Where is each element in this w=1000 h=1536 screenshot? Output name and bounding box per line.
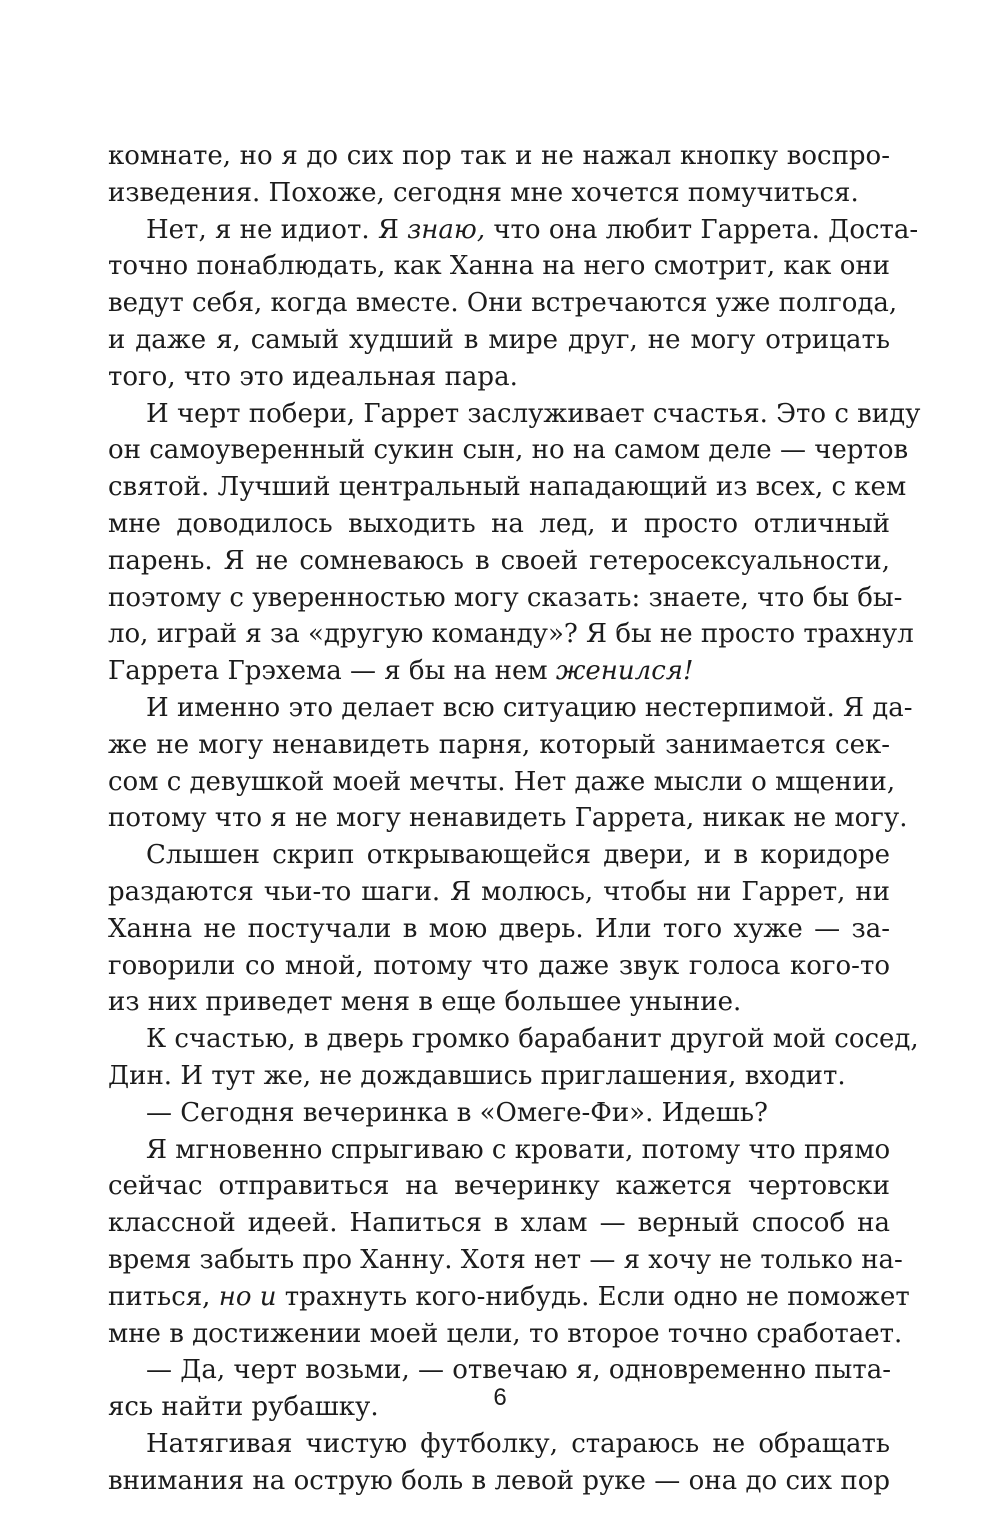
text-segment: мне доводилось выходить на лед, и просто отличный bbox=[108, 508, 890, 539]
text-line bbox=[108, 1168, 890, 1205]
text-segment: изведения. Похоже, сегодня мне хочется помучиться. bbox=[108, 177, 859, 208]
italic-text: знаю, bbox=[407, 214, 486, 245]
italic-text: но и bbox=[218, 1281, 277, 1312]
text-segment: внимания на острую боль в левой руке — она до сих пор bbox=[108, 1465, 890, 1496]
text-segment: И черт побери, Гаррет заслуживает счастья. Это с виду bbox=[146, 398, 921, 429]
text-segment: он самоуверенный сукин сын, но на самом деле — чертов bbox=[108, 435, 909, 466]
text-line bbox=[108, 1132, 890, 1169]
text-segment: раздаются чьи-то шаги. Я молюсь, чтобы ни Гаррет, ни bbox=[108, 876, 890, 907]
page-number: 6 bbox=[493, 1384, 507, 1411]
text-segment: — Сегодня вечеринка в «Омеге-Фи». Идешь? bbox=[146, 1097, 768, 1128]
text-segment: сом с девушкой моей мечты. Нет даже мысли о мщении, bbox=[108, 766, 896, 797]
text-line bbox=[108, 469, 907, 506]
text-segment: ло, играй я за «другую команду»? Я бы не просто трахнул bbox=[108, 619, 914, 650]
text-segment: Слышен скрип открывающейся двери, и в коридоре bbox=[146, 840, 890, 871]
text-line bbox=[108, 1021, 919, 1058]
text-line bbox=[108, 359, 890, 396]
text-line bbox=[108, 543, 890, 580]
text-line bbox=[108, 911, 890, 948]
text-line bbox=[108, 764, 896, 801]
text-line bbox=[108, 1316, 903, 1353]
text-segment: трахнуть кого-нибудь. Если одно не поможет bbox=[276, 1281, 910, 1312]
text-segment: Гаррета Грэхема — я бы на нем bbox=[108, 656, 556, 687]
text-line bbox=[108, 1205, 890, 1242]
text-line bbox=[108, 727, 890, 764]
text-line bbox=[108, 616, 914, 653]
text-segment: святой. Лучший центральный нападающий из всех, с кем bbox=[108, 472, 907, 503]
text-line bbox=[108, 837, 890, 874]
text-line bbox=[108, 322, 890, 359]
text-segment: мне в достижении моей цели, то второе точно сработает. bbox=[108, 1318, 903, 1349]
text-line bbox=[108, 580, 903, 617]
text-line bbox=[108, 690, 913, 727]
text-segment: сейчас отправиться на вечеринку кажется чертовски bbox=[108, 1171, 890, 1202]
text-segment: Я мгновенно спрыгиваю с кровати, потому что прямо bbox=[146, 1134, 891, 1165]
text-line bbox=[108, 175, 890, 212]
text-segment: что она любит Гаррета. Доста- bbox=[485, 214, 919, 245]
text-segment: и даже я, самый худший в мире друг, не могу отрицать bbox=[108, 324, 890, 355]
text-line bbox=[108, 1279, 910, 1316]
text-segment: ведут себя, когда вместе. Они встречаются уже полгода, bbox=[108, 288, 898, 319]
text-segment: точно понаблюдать, как Ханна на него смотрит, как они bbox=[108, 251, 891, 282]
text-line bbox=[108, 653, 890, 690]
text-line bbox=[108, 248, 890, 285]
italic-text: женился! bbox=[555, 656, 694, 687]
text-segment: потому что я не могу ненавидеть Гаррета, никак не могу. bbox=[108, 803, 908, 834]
text-line bbox=[108, 432, 909, 469]
text-line bbox=[108, 138, 890, 175]
text-segment: Нет, я не идиот. Я bbox=[146, 214, 408, 245]
text-segment: того, что это идеальная пара. bbox=[108, 361, 518, 392]
text-segment: говорили со мной, потому что даже звук голоса кого-то bbox=[108, 950, 890, 981]
text-line bbox=[108, 1426, 890, 1463]
text-line bbox=[108, 984, 890, 1021]
body-text bbox=[108, 138, 921, 1499]
text-segment: из них приведет меня в еще большее уныние. bbox=[108, 987, 742, 1018]
text-segment: время забыть про Ханну. Хотя нет — я хочу не только на- bbox=[108, 1244, 903, 1275]
text-segment: парень. Я не сомневаюсь в своей гетеросексуальности, bbox=[108, 545, 890, 576]
text-line bbox=[108, 1463, 890, 1500]
text-segment: И именно это делает всю ситуацию нестерпимой. Я да- bbox=[146, 692, 913, 723]
text-segment: поэтому с уверенностью могу сказать: знаете, что бы бы- bbox=[108, 582, 903, 613]
text-line bbox=[108, 800, 908, 837]
text-segment: Дин. И тут же, не дождавшись приглашения, входит. bbox=[108, 1060, 846, 1091]
text-segment: Ханна не постучали в мою дверь. Или того хуже — за- bbox=[108, 913, 890, 944]
text-line bbox=[108, 1095, 890, 1132]
text-line bbox=[108, 212, 919, 249]
text-line bbox=[108, 948, 890, 985]
text-segment: комнате, но я до сих пор так и не нажал кнопку воспро- bbox=[108, 141, 890, 171]
text-segment: же не могу ненавидеть парня, который занимается сек- bbox=[108, 729, 890, 760]
text-segment: питься, bbox=[108, 1281, 219, 1312]
text-line bbox=[108, 396, 921, 433]
text-segment: ясь найти рубашку. bbox=[108, 1392, 379, 1423]
text-line bbox=[108, 285, 898, 322]
text-line bbox=[108, 1242, 903, 1279]
text-line bbox=[108, 506, 890, 543]
text-segment: Натягивая чистую футболку, стараюсь не обращать bbox=[146, 1428, 890, 1459]
text-line bbox=[108, 1058, 890, 1095]
text-line bbox=[108, 874, 890, 911]
text-segment: — Да, черт возьми, — отвечаю я, одновременно пыта- bbox=[146, 1355, 892, 1386]
text-segment: К счастью, в дверь громко барабанит другой мой сосед, bbox=[146, 1024, 919, 1055]
text-segment: классной идеей. Напиться в хлам — верный способ на bbox=[108, 1208, 890, 1239]
